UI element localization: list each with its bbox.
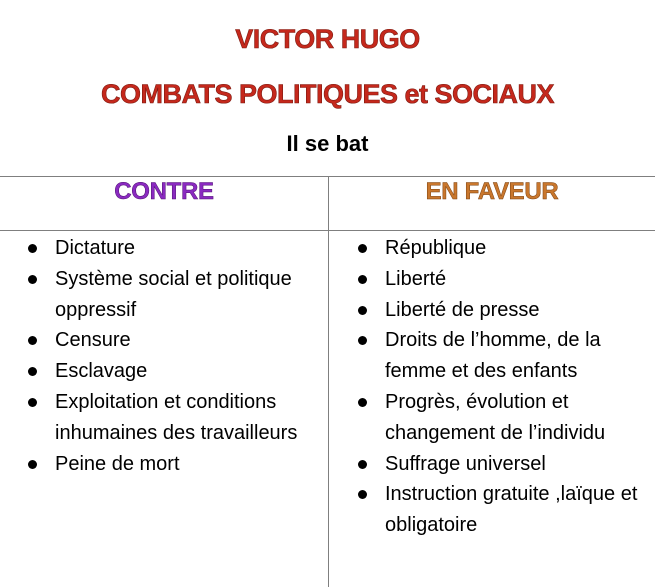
bullet-icon bbox=[28, 398, 37, 407]
list-item bbox=[358, 479, 653, 541]
bullet-icon bbox=[358, 398, 367, 407]
list-item bbox=[358, 295, 653, 326]
bullet-icon bbox=[358, 336, 367, 345]
list-item bbox=[28, 264, 323, 326]
list-item bbox=[28, 387, 323, 449]
table-column-divider bbox=[328, 176, 329, 587]
bullet-icon bbox=[28, 275, 37, 284]
bullet-icon bbox=[358, 244, 367, 253]
document-title-line2: COMBATS POLITIQUES et SOCIAUX bbox=[100, 79, 555, 109]
list-item-text: Dictature bbox=[55, 237, 136, 259]
list-item-text: Progrès, évolution et changement de l’individu bbox=[385, 390, 606, 444]
list-item bbox=[358, 325, 653, 387]
subtitle: Il se bat bbox=[286, 131, 369, 156]
bullet-icon bbox=[28, 460, 37, 469]
list-item bbox=[358, 264, 653, 295]
list-item-text: Liberté de presse bbox=[385, 298, 540, 321]
list-item bbox=[28, 233, 323, 264]
column-heading-en-faveur: EN FAVEUR bbox=[425, 178, 559, 205]
list-item-text: Système social et politique oppressif bbox=[55, 267, 292, 321]
list-item bbox=[358, 233, 653, 264]
list-item-text: Censure bbox=[55, 329, 131, 352]
bullet-icon bbox=[28, 336, 37, 345]
list-item bbox=[28, 325, 323, 356]
en-faveur-list bbox=[358, 233, 653, 541]
document-title-line1: VICTOR HUGO bbox=[235, 24, 420, 54]
bullet-icon bbox=[358, 460, 367, 469]
bullet-icon bbox=[358, 490, 367, 499]
bullet-icon bbox=[28, 367, 37, 376]
list-item bbox=[28, 356, 323, 387]
list-item-text: Peine de mort bbox=[55, 452, 180, 475]
list-item-text: Liberté bbox=[385, 267, 447, 290]
column-heading-contre: CONTRE bbox=[114, 178, 214, 205]
list-item-text: Suffrage universel bbox=[385, 452, 546, 475]
list-item bbox=[358, 387, 653, 449]
bullet-icon bbox=[28, 244, 37, 253]
list-item-text: Exploitation et conditions inhumaines des travailleurs bbox=[55, 390, 298, 444]
bullet-icon bbox=[358, 275, 367, 284]
bullet-icon bbox=[358, 306, 367, 315]
list-item-text: Esclavage bbox=[55, 360, 148, 383]
list-item-text: Droits de l’homme, de la femme et des enfants bbox=[385, 329, 601, 383]
list-item bbox=[358, 449, 653, 480]
contre-list bbox=[28, 233, 323, 479]
list-item bbox=[28, 449, 323, 480]
list-item-text: République bbox=[385, 237, 487, 259]
list-item-text: Instruction gratuite ,laïque et obligatoire bbox=[385, 483, 638, 537]
